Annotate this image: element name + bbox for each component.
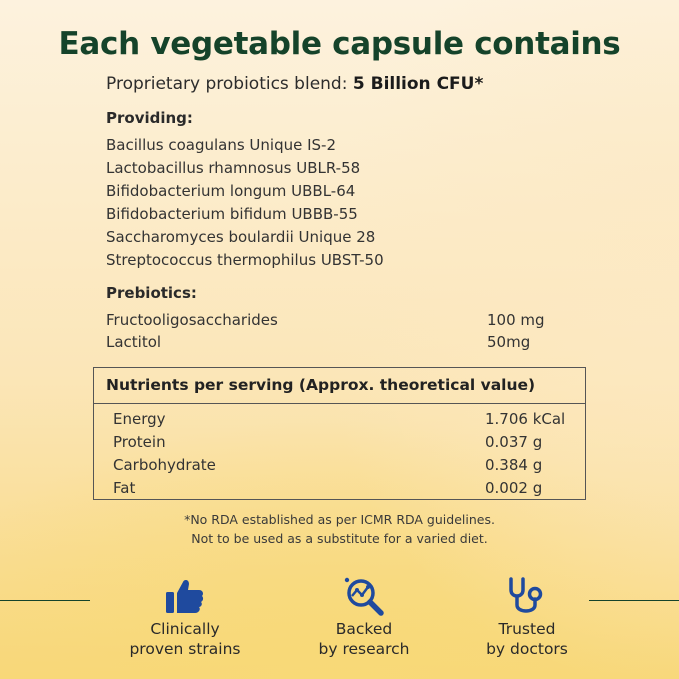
feature-label-line2: by research: [318, 640, 410, 658]
prebiotic-value: 100 mg: [487, 311, 545, 329]
blend-line: [106, 74, 483, 94]
divider-right: [589, 600, 679, 601]
strain-item: Lactobacillus rhamnosus UBLR-58: [106, 159, 361, 177]
feature-label-line1: Backed: [335, 620, 393, 638]
feature-label-line1: Trusted: [498, 620, 556, 638]
strain-item: Streptococcus thermophilus UBST-50: [106, 251, 384, 269]
prebiotics-heading: Prebiotics:: [106, 284, 197, 302]
strain-item: Saccharomyces boulardii Unique 28: [106, 228, 376, 246]
stethoscope-icon: [505, 574, 549, 618]
prebiotic-name: Fructooligosaccharides: [106, 311, 278, 329]
nutrient-value: 0.002 g: [485, 479, 543, 497]
feature-label-line1: Clinically: [150, 620, 220, 638]
nutrient-name: Fat: [113, 479, 136, 497]
feature-label: [274, 619, 454, 659]
blend-value: 5 Billion CFU*: [352, 74, 484, 94]
nutrients-table: [93, 367, 586, 500]
nutrient-value: 1.706 kCal: [485, 410, 566, 428]
blend-label: Proprietary probiotics blend:: [106, 74, 353, 94]
prebiotic-name: Lactitol: [106, 333, 162, 351]
research-magnifier-icon: [342, 574, 386, 618]
strain-item: Bifidobacterium longum UBBL-64: [106, 182, 356, 200]
nutrient-value: 0.037 g: [485, 433, 543, 451]
feature-label-line2: by doctors: [486, 640, 568, 658]
nutrient-name: Protein: [113, 433, 166, 451]
nutrient-name: Energy: [113, 410, 166, 428]
prebiotic-value: 50mg: [487, 333, 531, 351]
footnote-line-2: Not to be used as a substitute for a varied diet.: [191, 531, 488, 546]
footnote-line-1: *No RDA established as per ICMR RDA guidelines.: [184, 512, 495, 527]
providing-heading: Providing:: [106, 109, 193, 127]
strain-item: Bacillus coagulans Unique IS-2: [106, 136, 336, 154]
thumbs-up-icon: [163, 574, 207, 618]
strain-item: Bifidobacterium bifidum UBBB-55: [106, 205, 358, 223]
feature-label: [95, 619, 275, 659]
feature-label: [437, 619, 617, 659]
divider-left: [0, 600, 90, 601]
nutrient-value: 0.384 g: [485, 456, 543, 474]
nutrients-table-heading: Nutrients per serving (Approx. theoretical value): [94, 368, 585, 404]
feature-label-line2: proven strains: [129, 640, 241, 658]
nutrient-name: Carbohydrate: [113, 456, 216, 474]
page-title: Each vegetable capsule contains: [58, 26, 621, 62]
